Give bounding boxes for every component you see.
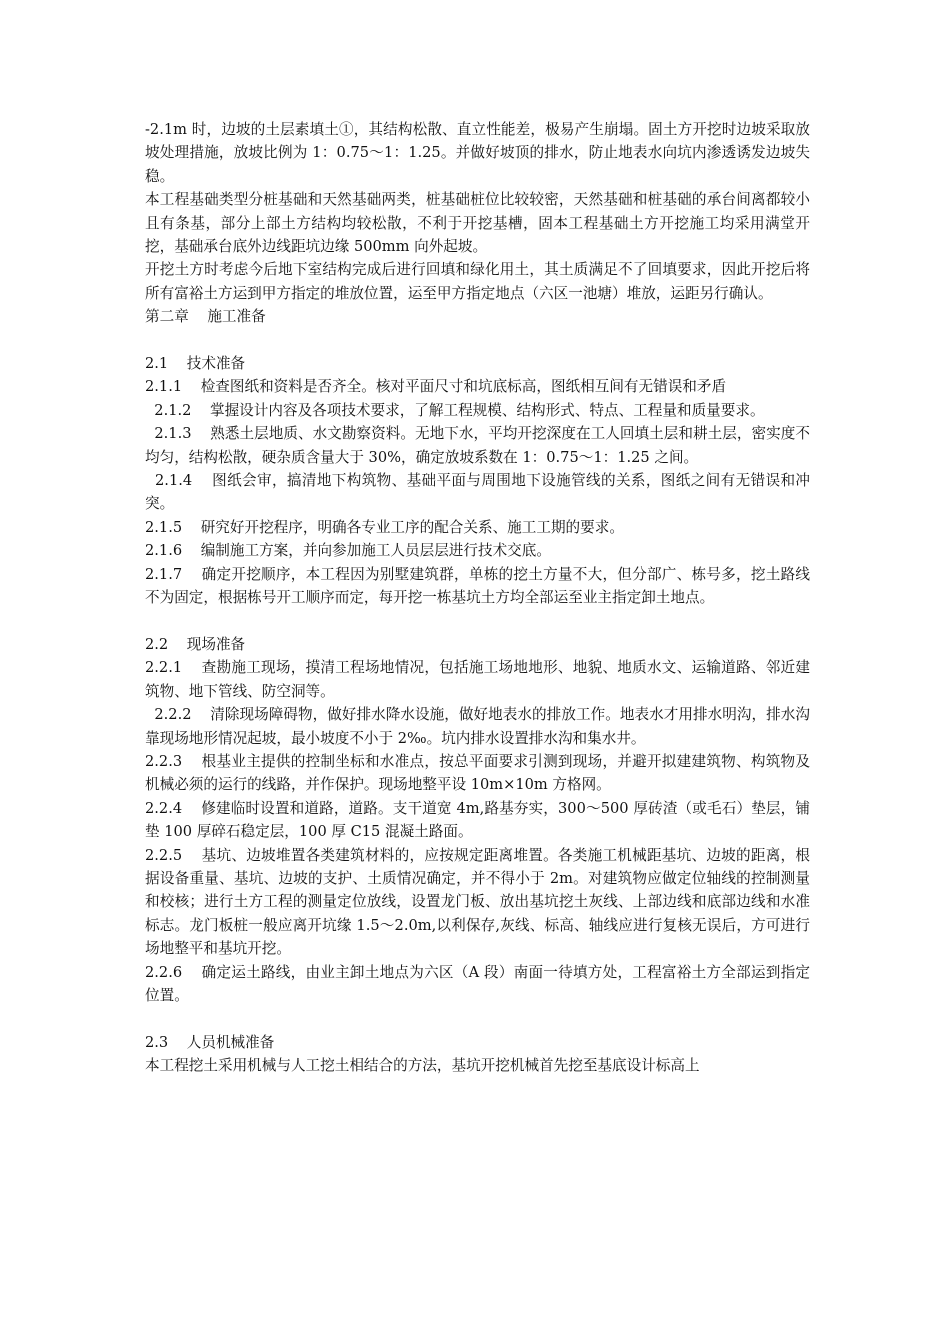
- item-2-1-5: 2.1.5 研究好开挖程序，明确各专业工序的配合关系、施工工期的要求。: [145, 518, 624, 536]
- item-2-1-4: 2.1.4 图纸会审，搞清地下构筑物、基础平面与周围地下设施管线的关系，图纸之间有无错误和冲突。: [145, 472, 811, 513]
- blank-line: [145, 329, 810, 352]
- section-heading-2-2: 2.2 现场准备: [145, 635, 246, 653]
- section-heading-2-1: 2.1 技术准备: [145, 355, 246, 373]
- item-2-1-6: 2.1.6 编制施工方案，并向参加施工人员层层进行技术交底。: [145, 542, 551, 560]
- item-2-1-7: 2.1.7 确定开挖顺序，本工程因为别墅建筑群，单栋的挖土方量不大，但分部广、栋号多，挖土路线不为固定，根据栋号开工顺序而定，每开挖一栋基坑土方均全部运至业主指定卸土地点。: [145, 565, 810, 607]
- chapter-heading: 第二章 施工准备: [145, 308, 266, 326]
- item-2-1-1: 2.1.1 检查图纸和资料是否齐全。核对平面尺寸和坑底标高，图纸相互间有无错误和矛盾: [145, 378, 727, 396]
- paragraph-machinery: 本工程挖土采用机械与人工挖土相结合的方法，基坑开挖机械首先挖至基底设计标高上: [145, 1057, 700, 1075]
- section-heading-2-3: 2.3 人员机械准备: [145, 1033, 275, 1051]
- item-2-1-2: 2.1.2 掌握设计内容及各项技术要求，了解工程规模、结构形式、特点、工程量和质量要求。: [145, 401, 765, 419]
- item-2-2-3: 2.2.3 根基业主提供的控制坐标和水准点，按总平面要求引测到现场，并避开拟建建筑物、构筑物及机械必须的运行的线路，并作保护。现场地整平设 10m×10m 方格网。: [145, 752, 810, 794]
- item-2-2-6: 2.2.6 确定运土路线，由业主卸土地点为六区（A 段）南面一待填方处，工程富裕土方全部运到指定位置。: [145, 963, 810, 1004]
- blank-line: [145, 610, 810, 633]
- blank-line: [145, 1007, 810, 1030]
- item-2-2-1: 2.2.1 查勘施工现场，摸清工程场地情况，包括施工场地地形、地貌、地质水文、运输道路、邻近建筑物、地下管线、防空洞等。: [145, 659, 810, 700]
- paragraph-foundation-type: 本工程基础类型分桩基础和天然基础两类，桩基础桩位比较较密，天然基础和桩基础的承台间离都较小且有条基，部分上部土方结构均较松散，不利于开挖基槽，固本工程基础土方开挖施工均采用满堂开挖，基础承台底外边线距坑边缘 500mm 向外起坡。: [145, 191, 810, 256]
- item-2-2-2: 2.2.2 清除现场障碍物，做好排水降水设施，做好地表水的排放工作。地表水才用排水明沟，排水沟靠现场地形情况起坡，最小坡度不小于 2‰。坑内排水设置排水沟和集水井。: [145, 706, 810, 747]
- document-page: [145, 118, 810, 1078]
- item-2-2-4: 2.2.4 修建临时设置和道路，道路。支干道宽 4m,路基夯实，300～500 厚砖渣（或毛石）垫层，铺垫 100 厚碎石稳定层，100 厚 C15 混凝土路面。: [145, 799, 810, 841]
- item-2-2-5: 2.2.5 基坑、边坡堆置各类建筑材料的，应按规定距离堆置。各类施工机械距基坑、边坡的距离，根据设备重量、基坑、边坡的支护、土质情况确定，并不得小于 2m。对建筑物应做定位轴线的控制测量和校核；进行土方工程的测量定位放线，设置龙门板、放出基坑挖土灰线、上部边线和底部边线和水准标志。龙门板桩一般应离开坑缘 1.5～2.0m,以利保存,灰线、标高、轴线应进行复核无误后，方可进行场地整平和基坑开挖。: [145, 846, 810, 958]
- paragraph-slope-soil: -2.1m 时，边坡的土层素填土①，其结构松散、直立性能差，极易产生崩塌。固土方开挖时边坡采取放坡处理措施，放坡比例为 1：0.75～1：1.25。并做好坡顶的排水，防止地表水向坑内渗透诱发边坡失稳。: [145, 121, 810, 185]
- paragraph-excavation-transport: 开挖土方时考虑今后地下室结构完成后进行回填和绿化用土，其土质满足不了回填要求，因此开挖后将所有富裕土方运到甲方指定的堆放位置，运至甲方指定地点（六区一池塘）堆放，运距另行确认。: [145, 261, 810, 302]
- item-2-1-3: 2.1.3 熟悉土层地质、水文勘察资料。无地下水，平均开挖深度在工人回填土层和耕土层，密实度不均匀，结构松散，硬杂质含量大于 30%，确定放坡系数在 1：0.75～1：1.25 之间。: [145, 425, 810, 466]
